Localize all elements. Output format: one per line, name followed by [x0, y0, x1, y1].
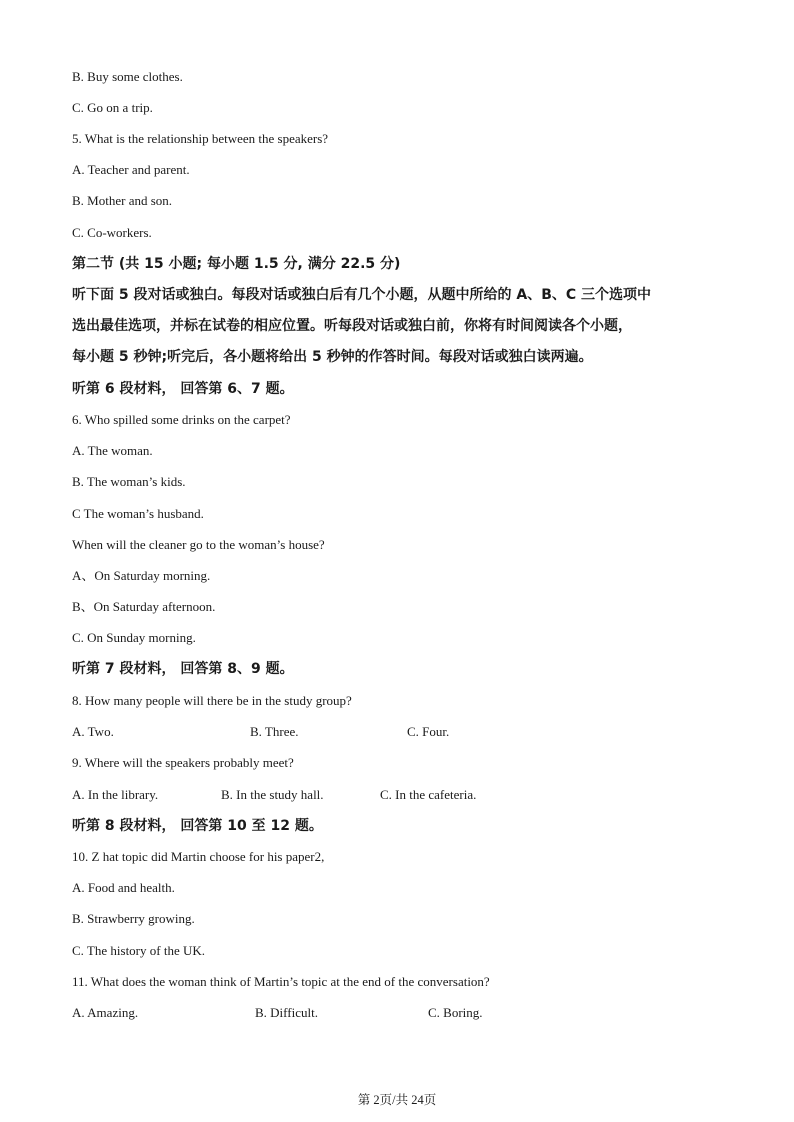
question-8: 8. How many people will there be in the study group? — [72, 693, 352, 708]
q9-option-b: B. In the study hall. — [221, 787, 324, 802]
q9-option-c: C. In the cafeteria. — [380, 787, 477, 802]
question-5: 5. What is the relationship between the speakers? — [72, 131, 329, 146]
q8-option-b: B. Three. — [250, 724, 299, 739]
q6-option-a: A. The woman. — [72, 443, 153, 458]
q10-option-a: A. Food and health. — [72, 880, 175, 895]
instruction-line-3: 每小题 5 秒钟;听完后，各小题将给出 5 秒钟的作答时间。每段对话或独白读两遍。 — [72, 349, 593, 365]
question-10: 10. Z hat topic did Martin choose for his paper2, — [72, 849, 325, 864]
q10-option-b: B. Strawberry growing. — [72, 911, 195, 926]
q6-option-c: C The woman’s husband. — [72, 506, 204, 521]
q9-option-a: A. In the library. — [72, 787, 159, 802]
question-11: 11. What does the woman think of Martin’s topic at the end of the conversation? — [72, 974, 490, 989]
q5-option-a: A. Teacher and parent. — [72, 162, 190, 177]
page-footer: 第 2页/共 24页 — [357, 1093, 437, 1107]
material-6-heading: 听第 6 段材料， 回答第 6、7 题。 — [72, 381, 294, 397]
line-c-go-on-trip: C. Go on a trip. — [72, 100, 153, 115]
q10-option-c: C. The history of the UK. — [72, 943, 205, 958]
q5-option-b: B. Mother and son. — [72, 193, 173, 208]
q5-option-c: C. Co-workers. — [72, 225, 152, 240]
question-9: 9. Where will the speakers probably meet? — [72, 755, 294, 770]
q8-option-c: C. Four. — [407, 724, 450, 739]
instruction-line-1: 听下面 5 段对话或独白。每段对话或独白后有几个小题，从题中所给的 A、B、C 三个选项中 — [72, 287, 652, 303]
section-header: 第二节 (共 15 小题; 每小题 1.5 分, 满分 22.5 分) — [72, 256, 401, 272]
material-7-heading: 听第 7 段材料， 回答第 8、9 题。 — [72, 661, 294, 677]
material-8-heading: 听第 8 段材料， 回答第 10 至 12 题。 — [72, 818, 323, 834]
instruction-line-2: 选出最佳选项，并标在试卷的相应位置。听每段对话或独白前，你将有时间阅读各个小题， — [72, 318, 632, 334]
q6-option-b: B. The woman’s kids. — [72, 474, 186, 489]
q7-option-b: B、On Saturday afternoon. — [72, 599, 216, 614]
q11-option-c: C. Boring. — [428, 1005, 483, 1020]
question-7: When will the cleaner go to the woman’s house? — [72, 537, 325, 552]
q11-option-a: A. Amazing. — [72, 1005, 139, 1020]
line-b-buy-clothes: B. Buy some clothes. — [72, 69, 183, 84]
q7-option-a: A、On Saturday morning. — [72, 568, 211, 583]
q7-option-c: C. On Sunday morning. — [72, 630, 196, 645]
q8-option-a: A. Two. — [72, 724, 114, 739]
q11-option-b: B. Difficult. — [255, 1005, 318, 1020]
question-6: 6. Who spilled some drinks on the carpet? — [72, 412, 291, 427]
